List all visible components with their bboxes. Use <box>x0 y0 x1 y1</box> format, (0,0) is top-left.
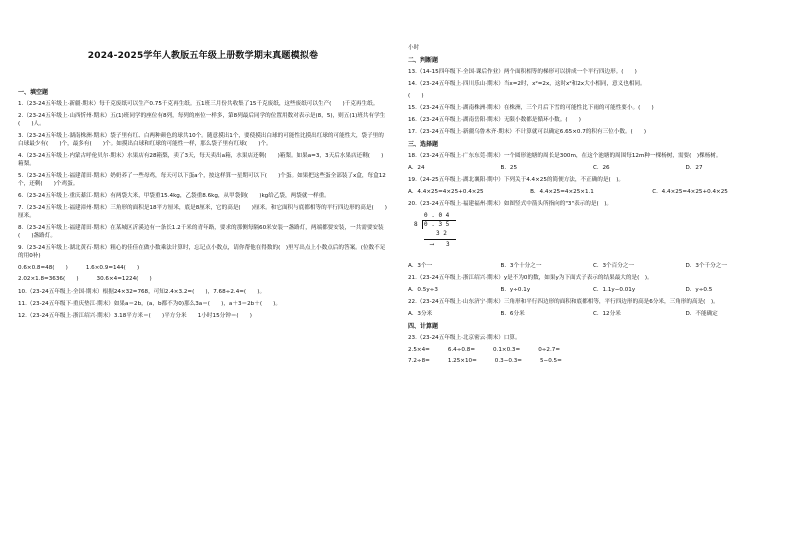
question-9-item: 2.02×1.8=3636( ) <box>18 276 79 282</box>
question-12: 12.（23-24五年级上·浙江绍兴·期末）3.18平方米＝( )平方分米 1小时15分钟＝( ) <box>18 313 252 319</box>
calc-item: 0÷2.7= <box>538 347 561 353</box>
arrow-icon: ⟶ <box>430 241 433 248</box>
question-3: 3.（23-24五年级上·湖南株洲·期末）袋子里有红、白两种颜色的球共10个。随意摸出1个，要使摸出白球的可能性比摸出红球的可能性大，袋子里的白球最少有( )个，最多有( )个。如摸出白球和红球的可能性一样，那么袋子里有红球( )个。 <box>18 133 384 147</box>
question-12-continued: 小时 <box>408 45 420 51</box>
question-9-item: 0.6×0.8=48( ) <box>18 265 68 271</box>
question-23: 23.（23-24五年级上·北京密云·期末）口算。 <box>408 335 521 341</box>
question-9-item: 30.6×4=1224( ) <box>96 276 152 282</box>
division-divisor: 8 <box>414 221 418 228</box>
page-title: 2024-2025学年人教版五年级上册数学期末真题模拟卷 <box>87 51 319 61</box>
calc-item: 1.25×10= <box>447 358 477 364</box>
division-bottom-bar <box>424 239 456 240</box>
division-bracket <box>422 220 423 229</box>
option: D．3个千分之一 <box>685 263 727 269</box>
option: B．y÷0.1y <box>500 287 531 293</box>
option: D．y÷0.5 <box>685 287 713 293</box>
question-22-options <box>408 310 778 318</box>
option: B．25 <box>500 165 518 171</box>
calc-row-2 <box>408 357 778 365</box>
question-4: 4.（23-24五年级上·内蒙古呼伦贝尔·期末）水果店有28箱梨，卖了3天，每天卖出a箱，水果店还剩( )箱梨。如果a=3，3天后水果店还剩( )箱梨。 <box>18 153 384 167</box>
option: C．26 <box>593 165 610 171</box>
option: B．3个十分之一 <box>500 263 542 269</box>
question-2: 2.（23-24五年级上·山西忻州·期末）五(1)班同学的座位有8列，每列的座位一样多，第8列最后同学的位置用数对表示是(8，5)，则五(1)班共有学生( )人。 <box>18 113 386 127</box>
option: A．3个一 <box>408 263 433 269</box>
calc-item: 5−0.5= <box>539 358 562 364</box>
question-9-row-1 <box>18 264 388 272</box>
question-11: 11.（23-24五年级下·重庆垫江·期末）如果a＝2b，(a，b都不为0)那么3a＝( )，a＋3＝2b＋( )。 <box>18 301 281 307</box>
question-22: 22.（23-24五年级上·山东济宁·期末）三角形和平行四边形的面积和底都相等，平行四边形的高是6分米，三角形的高是( )。 <box>408 299 719 305</box>
calc-item: 0.3−0.3= <box>494 358 522 364</box>
question-9-row-2 <box>18 275 388 283</box>
question-1: 1.（23-24五年级上·新疆·期末）每千克废纸可以生产0.75千克再生纸。五1班三月份共收集了15千克废纸，这些废纸可以生产( )千克再生纸。 <box>18 101 379 107</box>
question-8: 8.（23-24五年级上·福建莆田·期末）在某城区沂溪边有一条长1.2千米的青年路，要求的那侧每隔60米安装一盏路灯，两端都要安装，一共需要安装( )盏路灯。 <box>18 225 384 239</box>
right-column <box>408 44 778 368</box>
option: A．0.5y÷3 <box>408 287 438 293</box>
question-5: 5.（23-24五年级上·福建莆田·期末）奶奶养了一些母鸡，每天可以下蛋a个，按这样算一星期可以下( )个蛋。如果把这些蛋全部装了x盒，每盒12个，还剩( )个鸡蛋。 <box>18 173 386 187</box>
question-19-options <box>408 188 778 196</box>
calc-row-1 <box>408 346 778 354</box>
division-dividend: 0 . 3 5 <box>424 221 450 228</box>
left-column <box>18 84 388 324</box>
option: D．不能确定 <box>685 311 718 317</box>
option: C．4.4×25=4×25+0.4×25 <box>652 189 728 195</box>
question-6: 6.（23-24五年级上·重庆綦江·期末）有两袋大米，甲袋重15.4kg，乙袋重8.6kg，从甲袋倒( )kg给乙袋，两袋就一样重。 <box>18 193 330 199</box>
option: C．3个百分之一 <box>593 263 635 269</box>
question-15: 15.（23-24五年级上·湖南株洲·期末）在株洲，三个月后下雪的可能性比下雨的可能性要小。( ) <box>408 105 654 111</box>
option: A．24 <box>408 165 425 171</box>
calc-item: 7.2÷8= <box>408 358 430 364</box>
option: D．27 <box>685 165 703 171</box>
question-21-options <box>408 286 778 294</box>
option: C．12分米 <box>593 311 621 317</box>
division-quotient: 0 . 0 4 <box>424 212 450 219</box>
section-heading-true-false: 二、判断题 <box>408 57 439 64</box>
question-16: 16.（23-24五年级上·湖南岳阳·期末）无限小数都是循环小数。( ) <box>408 117 581 123</box>
long-division-figure <box>414 212 474 258</box>
option: B．4.4×25=4×25×1.1 <box>530 189 594 195</box>
section-heading-calculation: 四、计算题 <box>408 323 439 330</box>
question-17: 17.（23-24五年级上·新疆乌鲁木齐·期末）不计算就可以确定6.65×0.7的积有三位小数。( ) <box>408 129 647 135</box>
section-heading-fill-blank: 一、填空题 <box>18 89 49 96</box>
question-20-options <box>408 262 778 270</box>
question-14: 14.（23-24五年级上·四川乐山·期末）当x=2时，x²=2x，这时x²和2x大小相同，意义也相同。 <box>408 81 646 87</box>
option: B．6分米 <box>500 311 525 317</box>
option: A．4.4×25=4×25+0.4×25 <box>408 189 484 195</box>
division-remainder: 3 <box>446 241 450 248</box>
question-13: 13.（14-15四年级下·全国·课后作业）两个面积相等的梯形可以拼成一个平行四边形。( ) <box>408 69 637 75</box>
question-7: 7.（23-24五年级上·福建漳州·期末）三角形的面积是18平方厘米，底是8厘米，它的高是( )厘米。和它面积与底都相等的平行四边形的高是( )厘米。 <box>18 205 387 219</box>
option: C．1.1y−0.01y <box>593 287 636 293</box>
calc-item: 6.4÷0.8= <box>447 347 476 353</box>
division-product: 3 2 <box>436 230 447 237</box>
calc-item: 0.1×0.3= <box>493 347 521 353</box>
question-18-options <box>408 164 778 172</box>
calc-item: 2.5×4= <box>408 347 430 353</box>
question-14-blank: ( ) <box>408 93 424 99</box>
question-18: 18.（23-24五年级上·广东东莞·期末）一个圆形池塘的周长是300m，在这个池塘的周围每12m种一棵杨树，需要( )棵杨树。 <box>408 153 722 159</box>
question-10: 10.（23-24五年级上·全国·期末）根据24×32=768，可知2.4×3.2=( )，7.68÷2.4=( )。 <box>18 289 266 295</box>
question-21: 21.（23-24五年级上·浙江绍兴·期末）y是不为0的数，如果y为下面式子表示的结果最大的是( )。 <box>408 275 653 281</box>
section-heading-choice: 三、选择题 <box>408 141 439 148</box>
question-20: 20.（23-24五年级上·福建福州·期末）如图竖式中箭头所指向的"3"表示的是( )。 <box>408 201 612 207</box>
question-9: 9.（23-24五年级上·湖北黄石·期末）粗心的佳佳在做小数乘法计算时，忘记点小数点，请你帮他在得数的( )里写出点上小数点后的答案。(位数不足的用0补) <box>18 245 386 259</box>
option: A．3分米 <box>408 311 433 317</box>
question-19: 19.（24-25五年级上·湖北襄阳·期中）下列关于4.4×25的简便方法，不正确的是( )。 <box>408 177 624 183</box>
question-9-item: 1.6×0.9=144( ) <box>85 265 140 271</box>
